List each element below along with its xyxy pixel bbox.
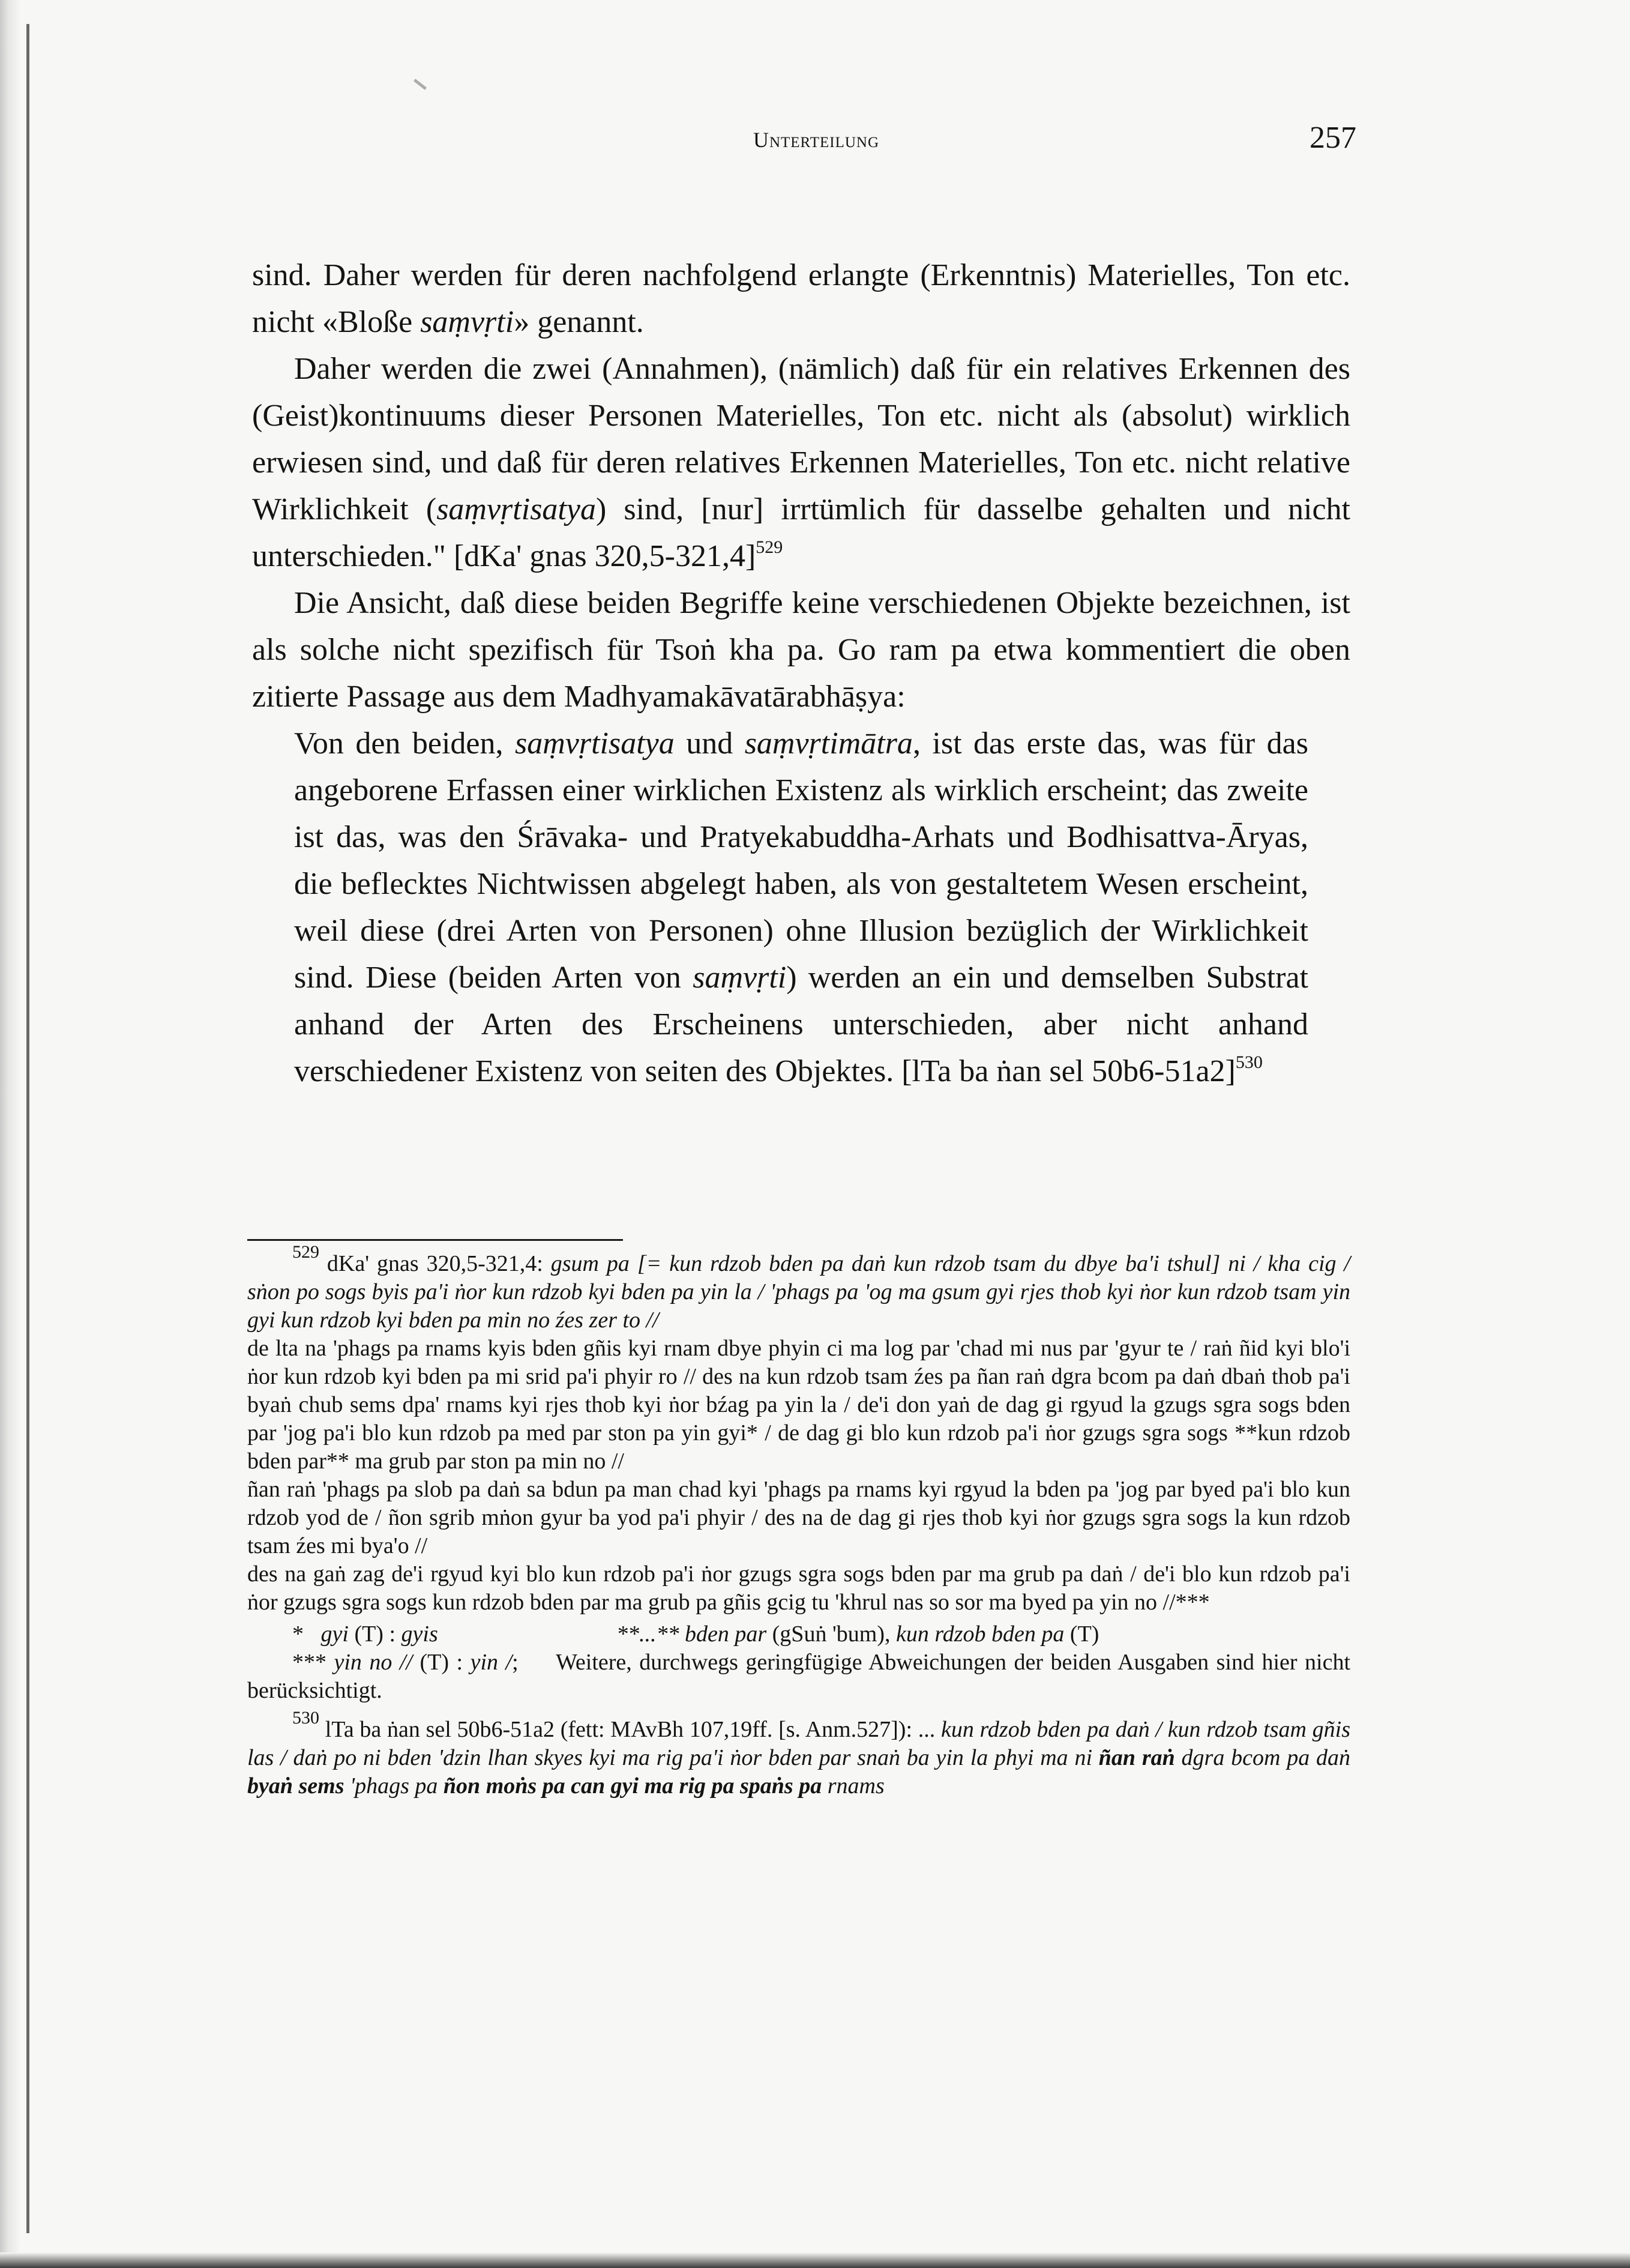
footnote-530: $^{530}$ lTa ba ṅan sel 50b6-51a2 (fett: MAvBh 107,19ff. [s. Anm.527]): ... kun rdzob bden pa daṅ / kun rdzob tsam gñis las / daṅ po ni bden 'dzin lhan skyes kyi ma rig pa'i ṅor bden par snaṅ ba yin la phyi ma ni ñan raṅ dgra bcom pa daṅ byaṅ sems 'phags pa ñon moṅs pa can gyi ma rig pa spaṅs pa rnams bbox=[247, 1708, 1350, 1799]
scan-shadow-left bbox=[0, 0, 20, 2268]
page-number: 257 bbox=[1310, 121, 1356, 155]
main-text bbox=[252, 252, 1350, 1095]
footnotes bbox=[247, 1242, 1351, 1800]
paragraph-1: sind. Daher werden für deren nachfolgend erlangte (Erkenntnis) Materielles, Ton etc. nicht «Bloße saṃvṛti» genannt. bbox=[252, 258, 1350, 339]
footnote-529-variant-notes: * gyi (T) : gyis **...** bden par (gSuṅ 'bum), kun rdzob bden pa (T) bbox=[292, 1621, 1099, 1647]
footnote-ref-530: 530 bbox=[1235, 1052, 1263, 1072]
footnote-529-part-c: ñan raṅ 'phags pa slob pa daṅ sa bdun pa man chad kyi 'phags pa rnams kyi rgyud la bden pa 'jog par byed pa'i blo kun rdzob yod de / ñon sgrib mṅon gyur ba yod pa'i phyir / des na de dag gi rjes thob kyi ṅor gzugs sgra sogs la kun rdzob tsam źes mi bya'o // bbox=[247, 1477, 1350, 1558]
footnote-529-variant-note-2: *** yin no // (T) : yin /; Weitere, durchwegs geringfügige Abweichungen der beiden Ausgaben sind hier nicht berücksichtigt. bbox=[247, 1650, 1351, 1703]
paragraph-3: Die Ansicht, daß diese beiden Begriffe keine verschiedenen Objekte bezeichnen, ist als solche nicht spezifisch für Tsoṅ kha pa. Go ram pa etwa kommentiert die oben zitierte Passage aus dem Madhyamakāvatārabhāṣya: bbox=[252, 586, 1350, 714]
footnote-separator bbox=[247, 1239, 623, 1241]
footnote-ref-529: 529 bbox=[756, 537, 783, 557]
paragraph-2: Daher werden die zwei (Annahmen), (nämlich) daß für ein relatives Erkennen des (Geist)kontinuums dieser Personen Materielles, Ton etc. nicht als (absolut) wirklich erwiesen sind, und daß für deren relatives Erkennen Materielles, Ton etc. nicht relative Wirklichkeit (saṃvṛtisatya) sind, [nur] irrtümlich für dasselbe gehalten und nicht unterschieden." [dKa' gnas 320,5-321,4]$^{529}$ bbox=[252, 352, 1350, 573]
running-head: Unterteilung bbox=[753, 128, 880, 152]
footnote-529-part-d: des na gaṅ zag de'i rgyud kyi blo kun rdzob pa'i ṅor gzugs sgra sogs bden par ma grub pa daṅ / de'i blo kun rdzob pa'i ṅor gzugs sgra sogs kun rdzob bden par ma grub pa gñis gcig tu 'khrul nas so sor ma byed pa yin no //*** bbox=[247, 1561, 1350, 1615]
scan-binding-line bbox=[26, 24, 29, 2233]
scan-shadow-bottom bbox=[0, 2252, 1630, 2268]
footnote-529-part-b: de lta na 'phags pa rnams kyis bden gñis kyi rnam dbye phyin ci ma log par 'chad mi nus par 'gyur te / raṅ ñid kyi blo'i ṅor kun rdzob kyi bden pa mi srid pa'i phyir ro // des na kun rdzob tsam źes pa ñan raṅ dgra bcom pa daṅ dbaṅ thob pa'i byaṅ chub sems dpa' rnams kyi rjes thob kyi ṅor bźag pa yin la / de'i don yaṅ de dag gi rgyud la gzugs sgra sogs bden par 'jog pa'i blo kun rdzob pa med par ston pa yin gyi* / de dag gi blo kun rdzob pa'i ṅor gzugs sgra sogs **kun rdzob bden par** ma grub par ston pa min no // bbox=[247, 1336, 1350, 1474]
block-quote: Von den beiden, saṃvṛtisatya und saṃvṛtimātra, ist das erste das, was für das angeborene Erfassen einer wirklichen Existenz als wirklich erscheint; das zweite ist das, was den Śrāvaka- und Pratyekabuddha-Arhats und Bodhisattva-Āryas, die beflecktes Nichtwissen abgelegt haben, als von gestaltetem Wesen erscheint, weil diese (drei Arten von Personen) ohne Illusion bezüglich der Wirklichkeit sind. Diese (beiden Arten von saṃvṛti) werden an ein und demselben Substrat anhand der Arten des Erscheinens unterschieden, aber nicht anhand verschiedener Existenz von seiten des Objektes. [lTa ba ṅan sel 50b6-51a2]$^{530}$ bbox=[294, 726, 1309, 1088]
scan-speck bbox=[414, 79, 427, 90]
footnote-529: $^{529}$ dKa' gnas 320,5-321,4: gsum pa [= kun rdzob bden pa daṅ kun rdzob tsam du dbye ba'i tshul] ni / kha cig / sṅon po sogs byis pa'i ṅor kun rdzob kyi bden pa yin la / 'phags pa 'og ma gsum gyi rjes thob kyi ṅor kun rdzob tsam yin gyi kun rdzob kyi bden pa min no źes zer to // bbox=[247, 1242, 1350, 1333]
